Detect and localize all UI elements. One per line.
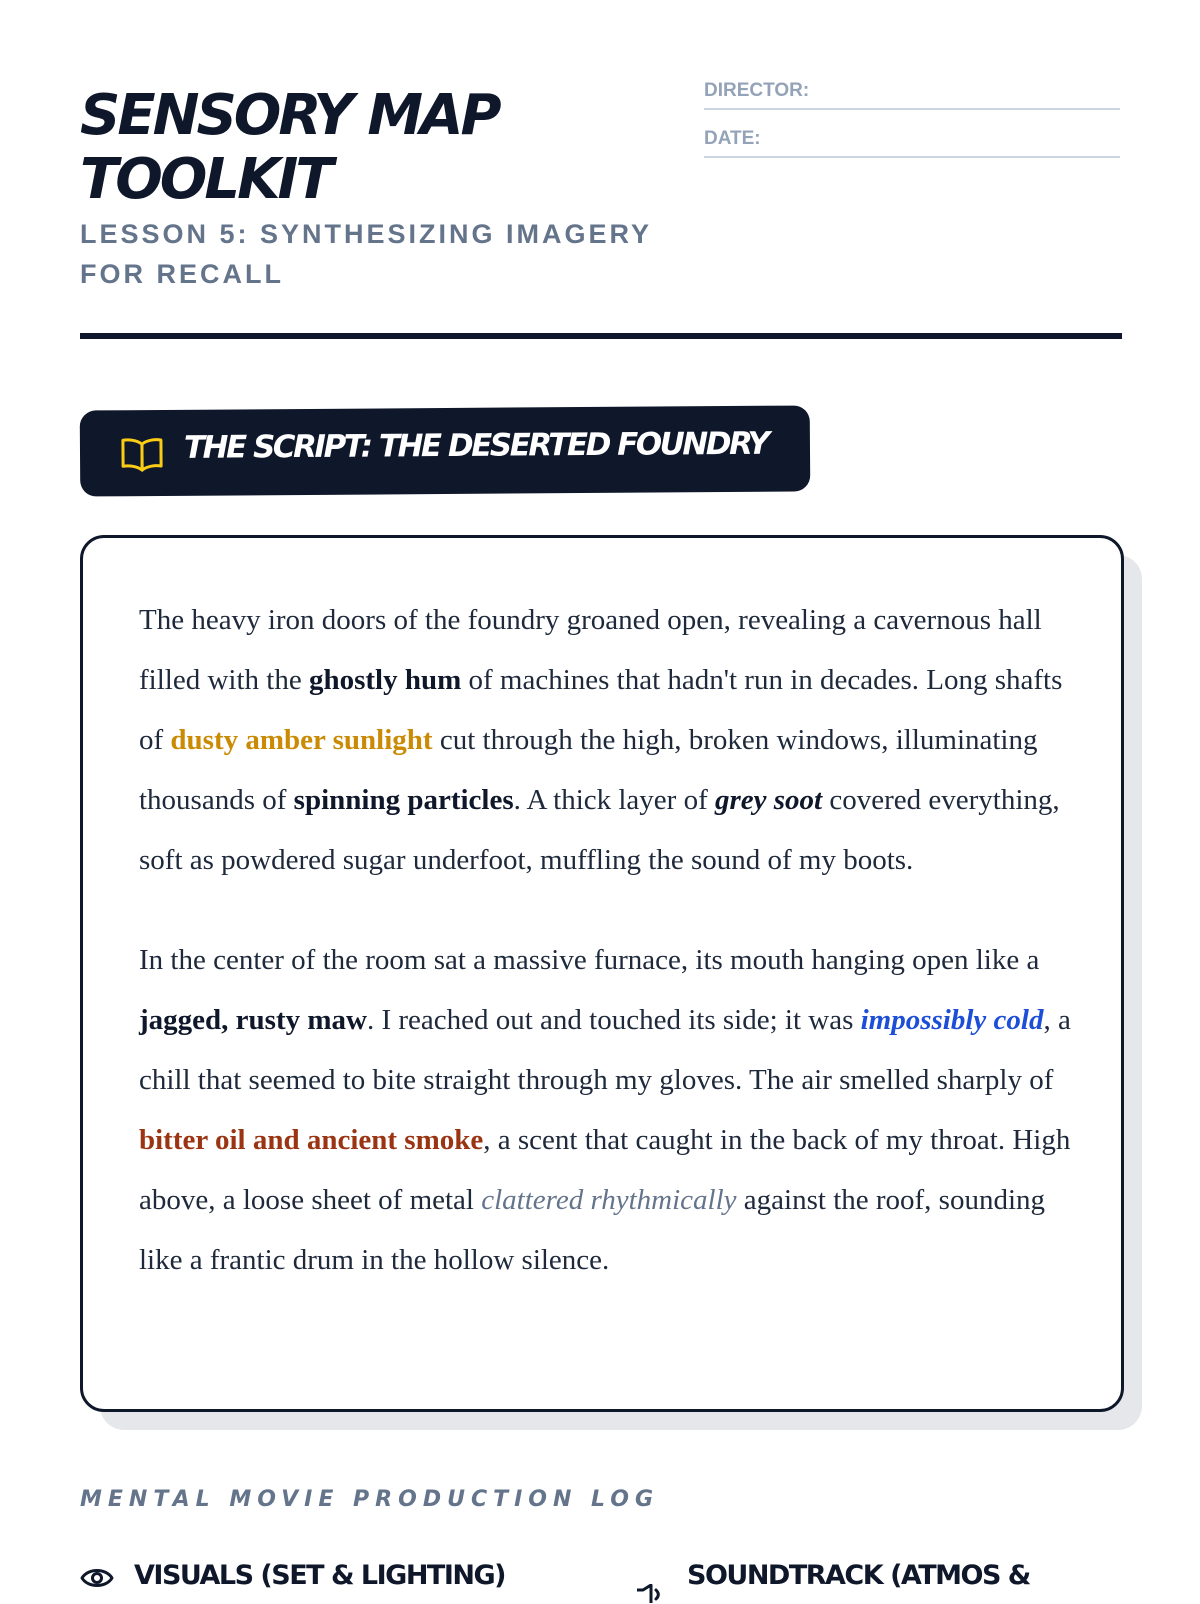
visuals-heading: VISUALS (SET & LIGHTING) <box>134 1560 505 1591</box>
book-open-icon <box>120 436 164 472</box>
date-label: DATE: <box>704 128 761 149</box>
story-text-run: of machines that hadn't run in decades. Long shafts of <box>139 664 1063 756</box>
script-banner <box>80 405 811 496</box>
title-line-1: SENSORY MAP <box>80 83 499 148</box>
production-log-label: MENTAL MOVIE PRODUCTION LOG <box>80 1487 660 1512</box>
director-field[interactable] <box>704 80 1120 110</box>
sensory-phrase-touch: impossibly cold <box>860 1004 1044 1036</box>
page-title <box>80 84 640 212</box>
story-text-run: , a scent that caught in the back of my throat. High above, a loose sheet of metal <box>139 1124 1071 1216</box>
story-text-run: In the center of the room sat a massive furnace, its mouth hanging open like a <box>139 944 1040 976</box>
story-paragraph-2 <box>139 930 1079 1290</box>
story-text-run: against the roof, sounding like a frantic drum in the hollow silence. <box>139 1184 1046 1276</box>
sensory-phrase-sight: spinning particles <box>293 784 514 816</box>
sensory-phrase-sound: clattered rhythmically <box>481 1184 737 1216</box>
director-label: DIRECTOR: <box>704 80 810 101</box>
script-heading: THE SCRIPT: THE DESERTED FOUNDRY <box>183 425 768 466</box>
title-line-2: TOOLKIT <box>80 147 331 212</box>
sensory-phrase-sound: ghostly hum <box>308 664 462 696</box>
script-card <box>80 535 1124 1412</box>
header-divider <box>80 333 1122 339</box>
story-text-run: , a chill that seemed to bite straight through my gloves. The air smelled sharply of <box>139 1004 1071 1096</box>
story-paragraph-1 <box>139 590 1079 890</box>
story-text-run: . I reached out and touched its side; it was <box>366 1004 861 1036</box>
story-text-run: The heavy iron doors of the foundry groaned open, revealing a cavernous hall filled with the <box>139 604 1042 696</box>
story-text-run: . A thick layer of <box>513 784 715 816</box>
speaker-icon <box>634 1584 668 1604</box>
story-text-run: cut through the high, broken windows, illuminating thousands of <box>139 724 1038 816</box>
sensory-phrase-sight: jagged, rusty maw <box>139 1004 367 1036</box>
eye-icon <box>80 1563 114 1593</box>
sensory-phrase-sight: dusty amber sunlight <box>170 724 433 756</box>
sensory-phrase-smell: bitter oil and ancient smoke <box>139 1124 484 1156</box>
story-text <box>139 590 1079 1330</box>
date-field[interactable] <box>704 128 1120 158</box>
soundtrack-heading: SOUNDTRACK (ATMOS & <box>687 1560 1030 1591</box>
story-text-run: covered everything, soft as powdered sugar underfoot, muffling the sound of my boots. <box>139 784 1060 876</box>
sensory-phrase-texture: grey soot <box>714 784 823 816</box>
lesson-subtitle: LESSON 5: SYNTHESIZING IMAGERY FOR RECALL <box>80 219 652 289</box>
